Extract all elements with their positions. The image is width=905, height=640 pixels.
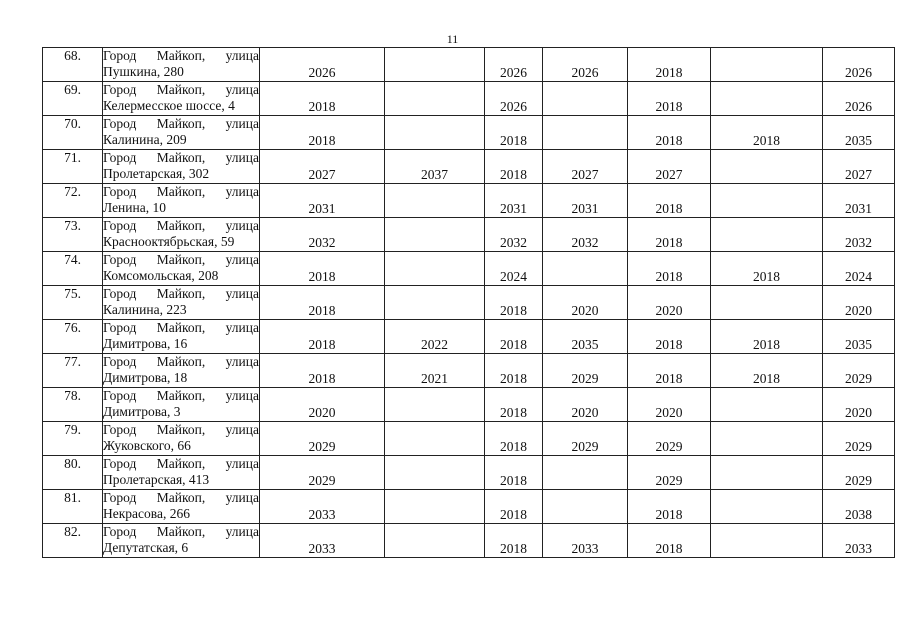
- year-cell-2: [385, 456, 485, 490]
- address-street: Ленина, 10: [103, 200, 166, 215]
- address-street: Димитрова, 16: [103, 336, 188, 351]
- page-number: 11: [446, 32, 459, 46]
- address-street: Депутатская, 6: [103, 540, 189, 555]
- address-city: Город Майкоп, улица: [103, 354, 259, 369]
- address-city: Город Майкоп, улица: [103, 82, 259, 97]
- address-cell: [103, 184, 260, 218]
- year-cell-4: 2031: [543, 184, 628, 218]
- table-row: [43, 150, 895, 184]
- year-cell-6: [711, 524, 823, 558]
- year-cell-5: 2020: [628, 286, 711, 320]
- row-number: 73.: [43, 218, 103, 252]
- address-city: Город Майкоп, улица: [103, 252, 259, 267]
- year-cell-5: 2018: [628, 48, 711, 82]
- year-cell-3: 2018: [485, 422, 543, 456]
- year-cell-6: 2018: [711, 116, 823, 150]
- year-cell-7: 2026: [823, 48, 895, 82]
- year-cell-2: 2022: [385, 320, 485, 354]
- year-cell-6: [711, 490, 823, 524]
- row-number: 79.: [43, 422, 103, 456]
- year-cell-2: 2021: [385, 354, 485, 388]
- year-cell-3: 2026: [485, 48, 543, 82]
- year-cell-2: [385, 218, 485, 252]
- table-row: [43, 218, 895, 252]
- address-street: Димитрова, 3: [103, 404, 181, 419]
- year-cell-3: 2018: [485, 286, 543, 320]
- row-number: 74.: [43, 252, 103, 286]
- year-cell-6: [711, 48, 823, 82]
- address-city: Город Майкоп, улица: [103, 490, 259, 505]
- year-cell-4: 2029: [543, 354, 628, 388]
- address-city: Город Майкоп, улица: [103, 388, 259, 403]
- table-body: [43, 48, 895, 558]
- year-cell-1: 2018: [260, 252, 385, 286]
- year-cell-1: 2018: [260, 116, 385, 150]
- address-cell: [103, 48, 260, 82]
- table-row: [43, 388, 895, 422]
- table-row: [43, 184, 895, 218]
- row-number: 70.: [43, 116, 103, 150]
- address-street: Пушкина, 280: [103, 64, 184, 79]
- year-cell-1: 2031: [260, 184, 385, 218]
- row-number: 82.: [43, 524, 103, 558]
- year-cell-5: 2018: [628, 184, 711, 218]
- year-cell-1: 2029: [260, 422, 385, 456]
- year-cell-2: [385, 490, 485, 524]
- address-city: Город Майкоп, улица: [103, 218, 259, 233]
- year-cell-6: [711, 388, 823, 422]
- address-street: Жуковского, 66: [103, 438, 191, 453]
- year-cell-3: 2018: [485, 456, 543, 490]
- year-cell-7: 2027: [823, 150, 895, 184]
- year-cell-5: 2029: [628, 456, 711, 490]
- row-number: 77.: [43, 354, 103, 388]
- year-cell-7: 2029: [823, 456, 895, 490]
- address-city: Город Майкоп, улица: [103, 422, 259, 437]
- address-cell: [103, 422, 260, 456]
- table-row: [43, 524, 895, 558]
- address-city: Город Майкоп, улица: [103, 184, 259, 199]
- year-cell-5: 2029: [628, 422, 711, 456]
- year-cell-7: 2020: [823, 388, 895, 422]
- year-cell-5: 2018: [628, 252, 711, 286]
- year-cell-3: 2031: [485, 184, 543, 218]
- year-cell-3: 2018: [485, 150, 543, 184]
- year-cell-1: 2026: [260, 48, 385, 82]
- row-number: 68.: [43, 48, 103, 82]
- year-cell-3: 2018: [485, 320, 543, 354]
- year-cell-4: 2029: [543, 422, 628, 456]
- year-cell-7: 2038: [823, 490, 895, 524]
- year-cell-4: [543, 116, 628, 150]
- year-cell-7: 2035: [823, 320, 895, 354]
- year-cell-3: 2018: [485, 116, 543, 150]
- year-cell-2: [385, 286, 485, 320]
- year-cell-2: [385, 82, 485, 116]
- year-cell-3: 2018: [485, 490, 543, 524]
- year-cell-1: 2027: [260, 150, 385, 184]
- address-cell: [103, 524, 260, 558]
- year-cell-4: [543, 252, 628, 286]
- address-city: Город Майкоп, улица: [103, 456, 259, 471]
- row-number: 81.: [43, 490, 103, 524]
- year-cell-6: 2018: [711, 252, 823, 286]
- year-cell-2: [385, 252, 485, 286]
- year-cell-5: 2018: [628, 490, 711, 524]
- year-cell-2: [385, 388, 485, 422]
- year-cell-1: 2018: [260, 320, 385, 354]
- buildings-table: [42, 47, 895, 558]
- table-row: [43, 286, 895, 320]
- address-city: Город Майкоп, улица: [103, 524, 259, 539]
- year-cell-3: 2018: [485, 524, 543, 558]
- year-cell-1: 2032: [260, 218, 385, 252]
- year-cell-2: [385, 524, 485, 558]
- address-city: Город Майкоп, улица: [103, 48, 259, 63]
- table-row: [43, 456, 895, 490]
- address-cell: [103, 150, 260, 184]
- address-street: Пролетарская, 413: [103, 472, 210, 487]
- row-number: 72.: [43, 184, 103, 218]
- year-cell-7: 2024: [823, 252, 895, 286]
- year-cell-6: [711, 218, 823, 252]
- year-cell-2: [385, 48, 485, 82]
- table-row: [43, 82, 895, 116]
- year-cell-1: 2018: [260, 286, 385, 320]
- table-row: [43, 354, 895, 388]
- table-row: [43, 252, 895, 286]
- year-cell-1: 2033: [260, 524, 385, 558]
- year-cell-5: 2018: [628, 82, 711, 116]
- address-street: Димитрова, 18: [103, 370, 188, 385]
- year-cell-4: 2020: [543, 388, 628, 422]
- year-cell-6: [711, 286, 823, 320]
- year-cell-2: [385, 116, 485, 150]
- year-cell-5: 2018: [628, 354, 711, 388]
- address-city: Город Майкоп, улица: [103, 150, 259, 165]
- address-cell: [103, 354, 260, 388]
- address-cell: [103, 252, 260, 286]
- row-number: 71.: [43, 150, 103, 184]
- year-cell-3: 2018: [485, 388, 543, 422]
- year-cell-2: [385, 422, 485, 456]
- year-cell-4: [543, 82, 628, 116]
- year-cell-5: 2020: [628, 388, 711, 422]
- address-street: Келермесское шоссе, 4: [103, 98, 235, 113]
- address-cell: [103, 456, 260, 490]
- year-cell-6: [711, 184, 823, 218]
- address-street: Комсомольская, 208: [103, 268, 219, 283]
- address-street: Некрасова, 266: [103, 506, 190, 521]
- address-city: Город Майкоп, улица: [103, 286, 259, 301]
- year-cell-7: 2031: [823, 184, 895, 218]
- year-cell-6: [711, 82, 823, 116]
- table-row: [43, 48, 895, 82]
- year-cell-5: 2018: [628, 218, 711, 252]
- year-cell-3: 2018: [485, 354, 543, 388]
- year-cell-4: 2033: [543, 524, 628, 558]
- year-cell-7: 2020: [823, 286, 895, 320]
- address-cell: [103, 286, 260, 320]
- row-number: 69.: [43, 82, 103, 116]
- row-number: 76.: [43, 320, 103, 354]
- address-cell: [103, 388, 260, 422]
- year-cell-7: 2026: [823, 82, 895, 116]
- year-cell-2: [385, 184, 485, 218]
- address-cell: [103, 320, 260, 354]
- year-cell-4: 2032: [543, 218, 628, 252]
- year-cell-6: [711, 422, 823, 456]
- year-cell-7: 2035: [823, 116, 895, 150]
- year-cell-5: 2018: [628, 524, 711, 558]
- year-cell-5: 2018: [628, 116, 711, 150]
- year-cell-1: 2033: [260, 490, 385, 524]
- table-row: [43, 422, 895, 456]
- row-number: 75.: [43, 286, 103, 320]
- year-cell-1: 2020: [260, 388, 385, 422]
- year-cell-6: [711, 456, 823, 490]
- year-cell-7: 2029: [823, 354, 895, 388]
- address-cell: [103, 116, 260, 150]
- address-street: Калинина, 223: [103, 302, 187, 317]
- year-cell-2: 2037: [385, 150, 485, 184]
- year-cell-3: 2024: [485, 252, 543, 286]
- address-cell: [103, 490, 260, 524]
- row-number: 80.: [43, 456, 103, 490]
- year-cell-6: 2018: [711, 320, 823, 354]
- year-cell-3: 2026: [485, 82, 543, 116]
- year-cell-5: 2018: [628, 320, 711, 354]
- table-row: [43, 320, 895, 354]
- year-cell-4: 2027: [543, 150, 628, 184]
- year-cell-5: 2027: [628, 150, 711, 184]
- year-cell-4: [543, 490, 628, 524]
- year-cell-4: 2026: [543, 48, 628, 82]
- table-row: [43, 490, 895, 524]
- year-cell-7: 2032: [823, 218, 895, 252]
- address-street: Калинина, 209: [103, 132, 187, 147]
- year-cell-7: 2029: [823, 422, 895, 456]
- year-cell-1: 2029: [260, 456, 385, 490]
- year-cell-6: [711, 150, 823, 184]
- year-cell-7: 2033: [823, 524, 895, 558]
- address-cell: [103, 82, 260, 116]
- year-cell-4: 2020: [543, 286, 628, 320]
- row-number: 78.: [43, 388, 103, 422]
- year-cell-3: 2032: [485, 218, 543, 252]
- year-cell-1: 2018: [260, 82, 385, 116]
- table-row: [43, 116, 895, 150]
- year-cell-1: 2018: [260, 354, 385, 388]
- address-street: Пролетарская, 302: [103, 166, 210, 181]
- year-cell-4: [543, 456, 628, 490]
- year-cell-4: 2035: [543, 320, 628, 354]
- address-city: Город Майкоп, улица: [103, 320, 259, 335]
- address-city: Город Майкоп, улица: [103, 116, 259, 131]
- address-street: Краснооктябрьская, 59: [103, 234, 235, 249]
- address-cell: [103, 218, 260, 252]
- year-cell-6: 2018: [711, 354, 823, 388]
